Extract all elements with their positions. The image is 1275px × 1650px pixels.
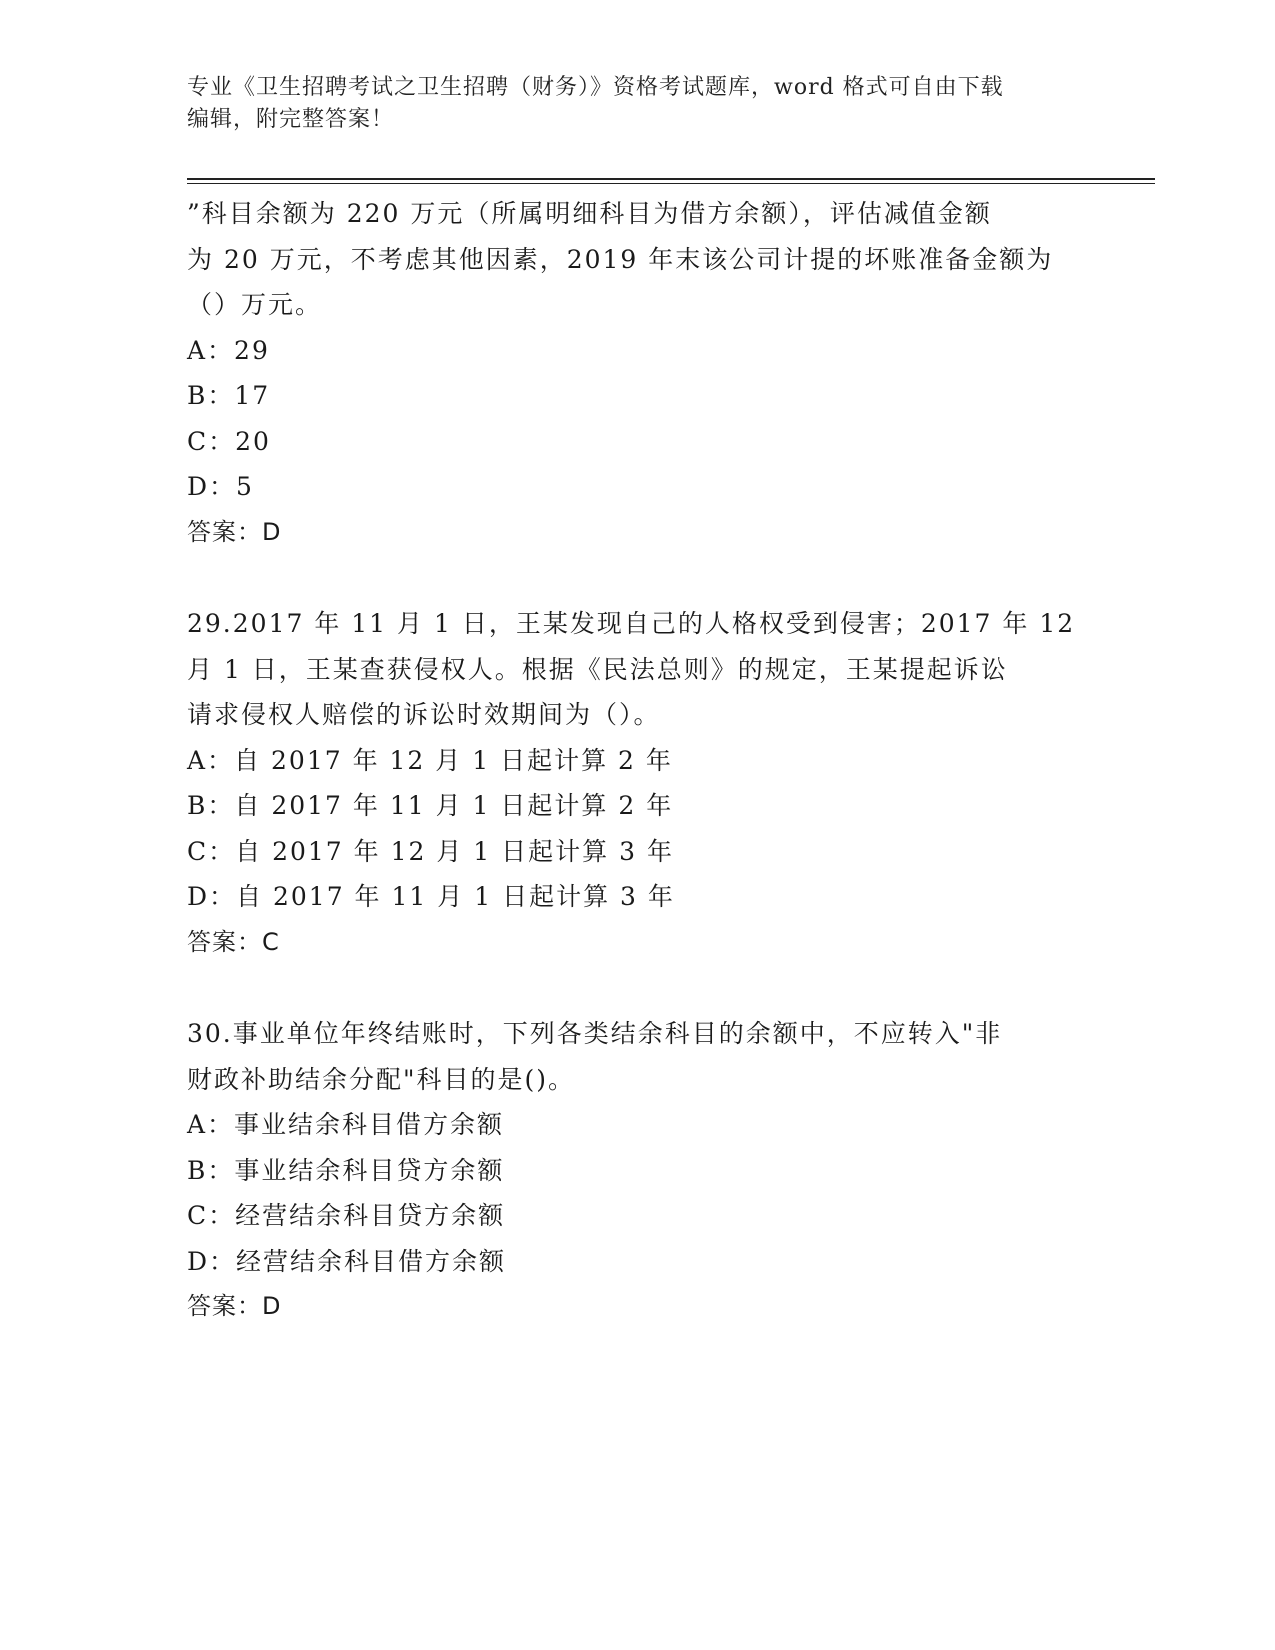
option-c: C：20 (187, 426, 271, 456)
question-spacer (187, 965, 1087, 1011)
question-text-line: 29.2017 年 11 月 1 日，王某发现自己的人格权受到侵害；2017 年 12 (187, 609, 1076, 638)
question-29 (187, 601, 1087, 965)
question-28 (187, 191, 1087, 555)
question-text-line: 30.事业单位年终结账时，下列各类结余科目的余额中，不应转入"非 (187, 1019, 1003, 1048)
answer-line: 答案：D (187, 1292, 282, 1320)
option-a: A：事业结余科目借方余额 (187, 1110, 505, 1139)
question-text-line: 月 1 日，王某查获侵权人。根据《民法总则》的规定，王某提起诉讼 (187, 654, 1008, 684)
page-header (187, 72, 1087, 136)
option-a: A：自 2017 年 12 月 1 日起计算 2 年 (187, 745, 673, 775)
question-text-line: 请求侵权人赔偿的诉讼时效期间为（）。 (187, 700, 661, 729)
option-d: D：自 2017 年 11 月 1 日起计算 3 年 (187, 882, 675, 911)
answer-line: 答案：C (187, 927, 280, 956)
answer-line: 答案：D (187, 517, 282, 546)
header-divider-thick (187, 178, 1155, 180)
option-d: D：5 (187, 472, 254, 501)
question-text-line: （）万元。 (187, 290, 323, 319)
question-30 (187, 1011, 1087, 1330)
header-line-2: 编辑，附完整答案！ (187, 107, 395, 132)
question-text-line: ”科目余额为 220 万元（所属明细科目为借方余额），评估减值金额 (187, 199, 992, 228)
question-text-line: 为 20 万元，不考虑其他因素，2019 年末该公司计提的坏账准备金额为 (187, 244, 1054, 274)
header-line-1: 专业《卫生招聘考试之卫生招聘（财务）》资格考试题库，word 格式可自由下载 (187, 75, 1004, 100)
question-text-line: 财政补助结余分配"科目的是()。 (187, 1064, 576, 1094)
option-c: C：经营结余科目贷方余额 (187, 1201, 506, 1230)
option-b: B：17 (187, 381, 271, 410)
question-list (187, 191, 1087, 1330)
option-b: B：事业结余科目贷方余额 (187, 1155, 505, 1185)
option-b: B：自 2017 年 11 月 1 日起计算 2 年 (187, 791, 674, 820)
question-spacer (187, 555, 1087, 601)
header-divider-thin (187, 183, 1155, 184)
option-a: A：29 (187, 335, 270, 365)
option-d: D：经营结余科目借方余额 (187, 1246, 507, 1276)
option-c: C：自 2017 年 12 月 1 日起计算 3 年 (187, 836, 674, 866)
